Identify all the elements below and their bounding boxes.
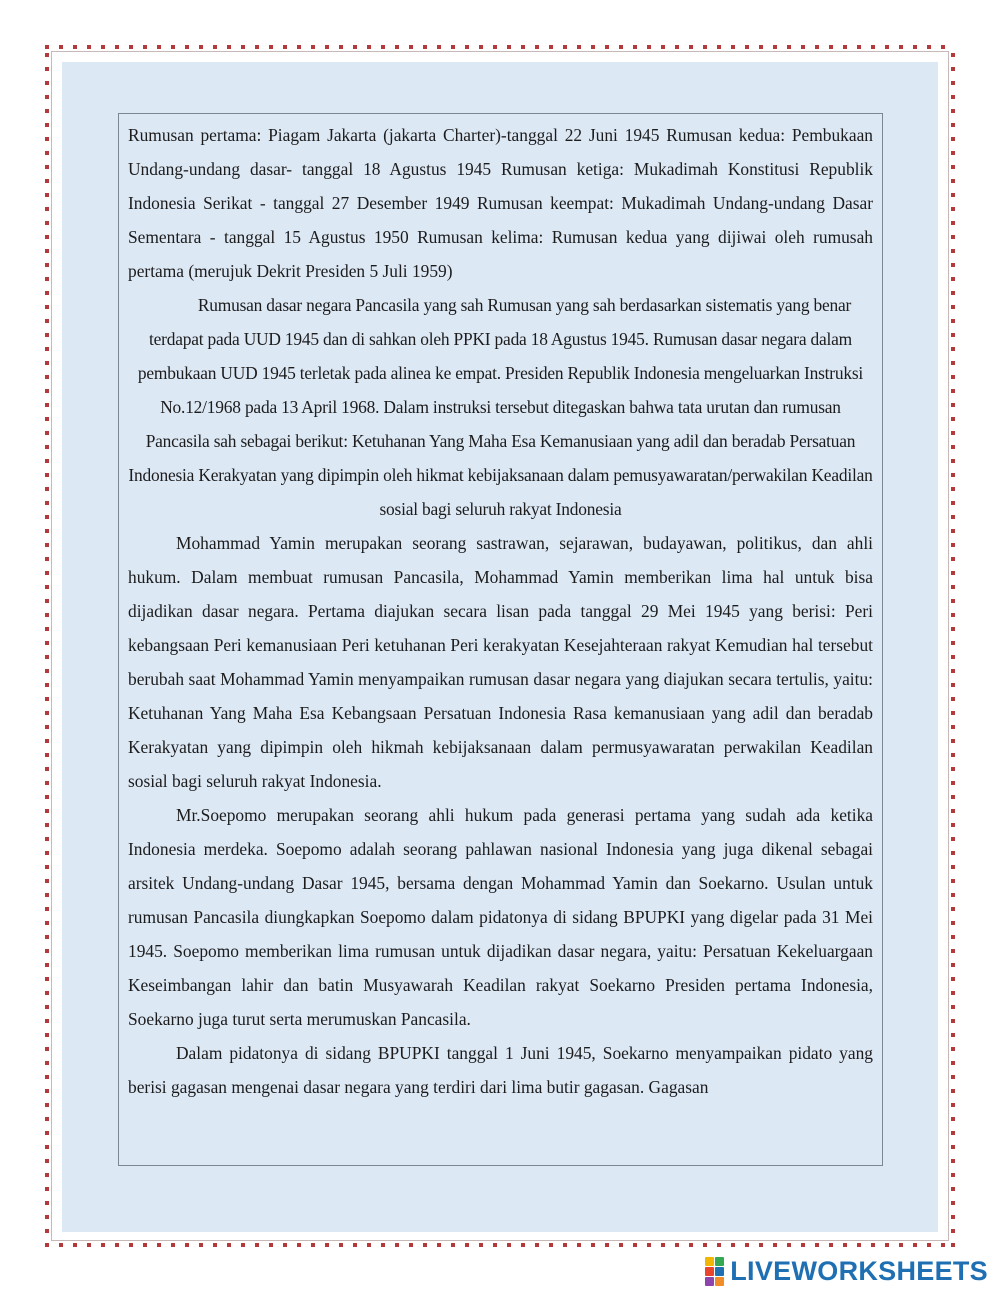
liveworksheets-logo	[705, 1256, 988, 1286]
paragraph-rumusan-list: Rumusan pertama: Piagam Jakarta (jakarta Charter)-tanggal 22 Juni 1945 Rumusan kedua: Pembukaan Undang-undang dasar- tanggal 18 Agustus 1945 Rumusan ketiga: Mukadimah Konstitusi Republik Indonesia Serikat - tanggal 27 Desember 1949 Rumusan keempat: Mukadimah Undang-undang Dasar Sementara - tanggal 15 Agustus 1950 Rumusan kelima: Rumusan kedua yang dijiwai oleh rumusah pertama (merujuk Dekrit Presiden 5 Juli 1959)	[128, 125, 873, 281]
paragraph-rumusan-sah: Rumusan dasar negara Pancasila yang sah Rumusan yang sah berdasarkan sistematis yang benar terdapat pada UUD 1945 dan di sahkan oleh PPKI pada 18 Agustus 1945. Rumusan dasar negara dalam pembukaan UUD 1945 terletak pada alinea ke empat. Presiden Republik Indonesia mengeluarkan Instruksi No.12/1968 pada 13 April 1968. Dalam instruksi tersebut ditegaskan bahwa tata urutan dan rumusan Pancasila sah sebagai berikut: Ketuhanan Yang Maha Esa Kemanusiaan yang adil dan beradab Persatuan Indonesia Kerakyatan yang dipimpin oleh hikmat kebijaksanaan dalam pemusyawaratan/perwakilan Keadilan sosial bagi seluruh rakyat Indonesia	[128, 295, 873, 519]
paragraph-soepomo: Mr.Soepomo merupakan seorang ahli hukum pada generasi pertama yang sudah ada ketika Indonesia merdeka. Soepomo adalah seorang pahlawan nasional Indonesia yang juga dikenal sebagai arsitek Undang-undang Dasar 1945, bersama dengan Mohammad Yamin dan Soekarno. Usulan untuk rumusan Pancasila diungkapkan Soepomo dalam pidatonya di sidang BPUPKI yang digelar pada 31 Mei 1945. Soepomo memberikan lima rumusan untuk dijadikan dasar negara, yaitu: Persatuan Kekeluargaan Keseimbangan lahir dan batin Musyawarah Keadilan rakyat Soekarno Presiden pertama Indonesia, Soekarno juga turut serta merumuskan Pancasila.	[128, 805, 873, 1029]
liveworksheets-logo-icon	[705, 1257, 724, 1286]
liveworksheets-logo-text: LIVEWORKSHEETS	[730, 1255, 988, 1286]
paragraph-soekarno: Dalam pidatonya di sidang BPUPKI tanggal 1 Juni 1945, Soekarno menyampaikan pidato yang berisi gagasan mengenai dasar negara yang terdiri dari lima butir gagasan. Gagasan	[128, 1043, 873, 1097]
text-box	[118, 113, 883, 1166]
paragraph-mohammad-yamin: Mohammad Yamin merupakan seorang sastrawan, sejarawan, budayawan, politikus, dan ahli hukum. Dalam membuat rumusan Pancasila, Mohammad Yamin memberikan lima hal untuk bisa dijadikan dasar negara. Pertama diajukan secara lisan pada tanggal 29 Mei 1945 yang berisi: Peri kebangsaan Peri kemanusiaan Peri ketuhanan Peri kerakyatan Kesejahteraan rakyat Kemudian hal tersebut berubah saat Mohammad Yamin menyampaikan rumusan dasar negara yang diajukan secara tertulis, yaitu: Ketuhanan Yang Maha Esa Kebangsaan Persatuan Indonesia Rasa kemanusiaan yang adil dan beradab Kerakyatan yang dipimpin oleh hikmah kebijaksanaan dalam permusyawaratan perwakilan Keadilan sosial bagi seluruh rakyat Indonesia.	[128, 533, 873, 791]
